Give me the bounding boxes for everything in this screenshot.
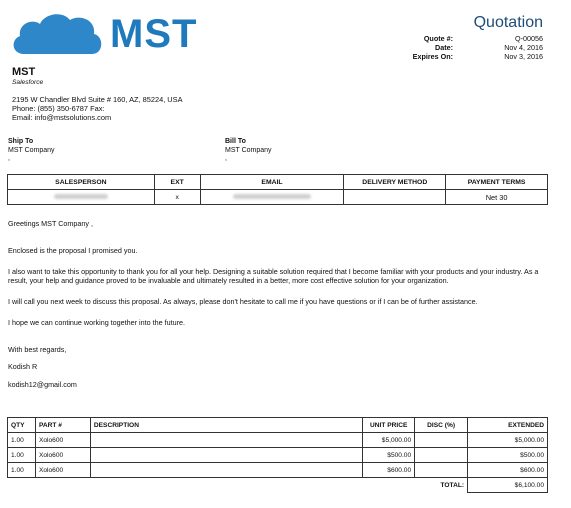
col-qty: QTY: [8, 418, 36, 433]
company-name: MST: [12, 66, 36, 78]
col-disc: DISC (%): [415, 418, 468, 433]
ship-to-name: MST Company: [8, 146, 55, 154]
greeting: Greetings MST Company ,: [8, 219, 93, 228]
sales-data-row: [8, 190, 548, 205]
ship-to-label: Ship To: [8, 138, 34, 145]
col-ext: EXT: [154, 175, 200, 190]
sales-info-table: [7, 174, 548, 205]
sales-header-row: [8, 175, 548, 190]
line-items-table: [7, 417, 548, 493]
closing: With best regards,: [8, 345, 67, 354]
signer-name: Kodish R: [8, 362, 38, 371]
document-title: Quotation: [473, 14, 543, 31]
ship-to: [8, 138, 55, 164]
bill-to-name: MST Company: [225, 146, 272, 154]
letter-paragraph-3: I will call you next week to discuss this proposal. As always, please don't hesitate to call me if you have questions or if I can be of further assistance.: [8, 297, 478, 306]
company-logo: [10, 10, 220, 58]
bill-to-line2: ,: [225, 155, 227, 162]
meta-row-expires: Expires On: Nov 3, 2016: [412, 52, 543, 61]
cloud-icon: [10, 10, 105, 58]
meta-row-quote-number: Quote #: Q-00056: [423, 34, 543, 43]
company-phone: Phone: (855) 350-6787 Fax:: [12, 104, 105, 113]
items-header-row: [8, 418, 548, 433]
col-description: DESCRIPTION: [90, 418, 362, 433]
total-row: [8, 478, 548, 493]
bill-to: [225, 138, 272, 164]
table-row: 1.00 Xolo600 $500.00 $500.00: [8, 448, 548, 463]
total-label: TOTAL:: [440, 481, 465, 489]
letter-body: [8, 219, 556, 401]
bill-to-label: Bill To: [225, 138, 246, 145]
total-value: $6,100.00: [468, 478, 548, 493]
col-part: PART #: [35, 418, 90, 433]
company-info: [12, 66, 183, 122]
col-email: EMAIL: [200, 175, 344, 190]
ext-cell: x: [154, 190, 200, 205]
company-email: Email: info@mstsolutions.com: [12, 113, 112, 122]
ship-to-line2: ,: [8, 155, 10, 162]
company-subtitle: Salesforce: [12, 79, 44, 86]
delivery-cell: [344, 190, 446, 205]
redacted-email: [233, 194, 311, 199]
signer-email: kodish12@gmail.com: [8, 380, 77, 389]
payment-terms-cell: Net 30: [446, 190, 548, 205]
table-row: 1.00 Xolo600 $600.00 $600.00: [8, 463, 548, 478]
letter-paragraph-4: I hope we can continue working together into the future.: [8, 318, 186, 327]
redacted-salesperson: [54, 194, 108, 199]
meta-row-date: Date: Nov 4, 2016: [435, 43, 543, 52]
email-cell: [200, 190, 344, 205]
col-salesperson: SALESPERSON: [8, 175, 155, 190]
col-unit-price: UNIT PRICE: [363, 418, 415, 433]
col-extended: EXTENDED: [468, 418, 548, 433]
table-row: 1.00 Xolo600 $5,000.00 $5,000.00: [8, 433, 548, 448]
logo-text: MST: [110, 12, 198, 56]
letter-paragraph-2: I also want to take this opportunity to thank you for all your help. Designing a suitable solution required that I become familiar with your products and your industry. As a result, your help and guidance proved to be invaluable and ultimately resulted in a better, more cost effective solution for your organization.: [8, 267, 539, 285]
quote-meta: [363, 34, 543, 61]
letter-paragraph-1: Enclosed is the proposal I promised you.: [8, 246, 138, 255]
col-payment-terms: PAYMENT TERMS: [446, 175, 548, 190]
col-delivery-method: DELIVERY METHOD: [344, 175, 446, 190]
company-address: 2195 W Chandler Blvd Suite # 160, AZ, 85224, USA: [12, 95, 183, 104]
salesperson-cell: [8, 190, 155, 205]
